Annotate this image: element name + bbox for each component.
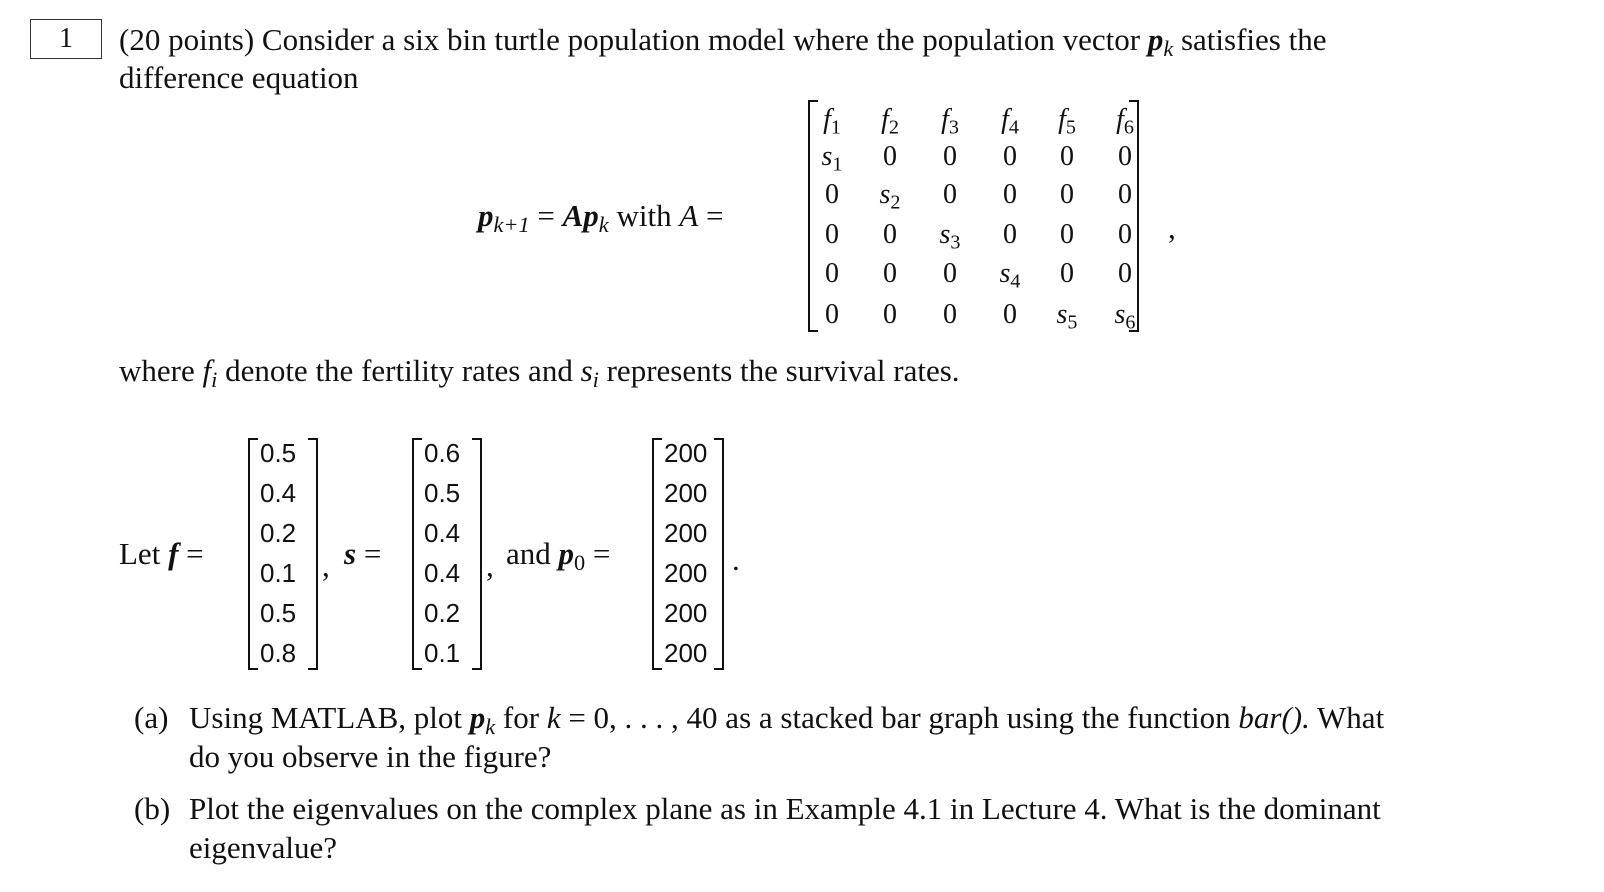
vector-p0-entry: 200: [664, 598, 708, 628]
part-b-label: (b): [134, 791, 171, 826]
comma-1: ,: [322, 548, 330, 583]
intro-vector-sub: k: [1163, 36, 1174, 62]
matrix-A-cell: 0: [943, 299, 957, 330]
vector-f-entry: 0.4: [260, 478, 297, 508]
matrix-A-cell: 0: [1003, 179, 1017, 210]
intro-text-end: satisfies the: [1180, 22, 1327, 57]
part-a-range: = 0, . . . , 40 as a stacked bar graph using the function: [568, 700, 1231, 735]
matrix-A-cell: 0: [883, 258, 897, 289]
part-a-func: bar().: [1238, 700, 1310, 735]
p0-sub: 0: [574, 550, 586, 576]
p0-label: p: [558, 536, 575, 571]
vector-p0-right-bracket: [714, 438, 724, 670]
problem-intro-line1: [119, 22, 1327, 62]
s-vector-label: s: [344, 536, 357, 571]
vector-f-entry: 0.1: [260, 558, 297, 588]
matrix-A-cell: 0: [825, 258, 839, 289]
part-a-sub: k: [485, 714, 496, 740]
problem-intro-line2: difference equation: [119, 60, 359, 95]
matrix-A-cell: 0: [1060, 258, 1074, 289]
matrix-A-cell: $f_5$: [1058, 104, 1076, 139]
problem-number-box: [30, 19, 102, 59]
eq-equals: =: [537, 198, 555, 233]
part-a-label: (a): [134, 700, 169, 735]
equation-comma: ,: [1168, 210, 1176, 245]
matrix-A-cell: 0: [1060, 219, 1074, 250]
vector-s-entry: 0.5: [424, 478, 461, 508]
vector-p0-left-bracket: [652, 438, 662, 670]
matrix-A-cell: 0: [1003, 219, 1017, 250]
matrix-A-cell: 0: [943, 258, 957, 289]
part-b-line1: Plot the eigenvalues on the complex plane as in Example 4.1 in Lecture 4. What is the dominant: [189, 791, 1381, 826]
s-vector-eq: s =: [344, 536, 382, 571]
matrix-A-cell: $s_3$: [939, 219, 961, 254]
where-f-sub: i: [211, 367, 218, 393]
vector-s-right-bracket: [472, 438, 482, 670]
where-part1: where: [119, 353, 195, 388]
vector-p0-entry: 200: [664, 638, 708, 668]
where-f: f: [202, 353, 212, 388]
matrix-A-cell: 0: [883, 219, 897, 250]
part-a-pre: Using MATLAB, plot: [189, 700, 462, 735]
eq-rhs-A: A: [562, 198, 584, 233]
matrix-A-cell: $f_2$: [881, 104, 899, 139]
vector-s-entry: 0.4: [424, 558, 461, 588]
matrix-A-cell: $s_2$: [879, 179, 901, 214]
part-a-end: What: [1317, 700, 1385, 735]
matrix-A-cell: 0: [825, 219, 839, 250]
comma-2: ,: [486, 548, 494, 583]
vector-f-entry: 0.8: [260, 638, 297, 668]
matrix-A-cell: 0: [1118, 179, 1132, 210]
matrix-A-cell: $s_1$: [821, 141, 843, 176]
part-a-line1: [189, 700, 1385, 740]
matrix-A-left-bracket: [808, 100, 818, 332]
matrix-A-cell: 0: [943, 141, 957, 172]
vector-p0-entry: 200: [664, 558, 708, 588]
matrix-A-cell: $f_1$: [823, 104, 841, 139]
matrix-A-cell: 0: [1060, 141, 1074, 172]
part-a-k: k: [546, 700, 561, 735]
where-text: [119, 353, 960, 393]
part-b-line2: eigenvalue?: [189, 830, 338, 865]
let-word: Let: [119, 536, 161, 571]
vector-p0-entry: 200: [664, 438, 708, 468]
eq-A-label: A: [679, 198, 699, 233]
eq-rhs-p: p: [583, 198, 599, 233]
vector-s-entry: 0.6: [424, 438, 461, 468]
f-vector-label: f: [168, 536, 179, 571]
part-a-mid: for: [502, 700, 540, 735]
eq-lhs-p: p: [478, 198, 494, 233]
matrix-A-cell: 0: [1003, 299, 1017, 330]
vector-s-entry: 0.1: [424, 638, 461, 668]
matrix-A-cell: 0: [883, 141, 897, 172]
and-word: and: [506, 536, 551, 571]
let-f-label: Let f =: [119, 536, 204, 571]
where-s-sub: i: [592, 367, 599, 393]
eq-rhs-sub: k: [598, 212, 609, 238]
matrix-A-cell: $f_3$: [941, 104, 959, 139]
matrix-A-cell: 0: [1118, 258, 1132, 289]
matrix-A-cell: 0: [883, 299, 897, 330]
matrix-A-cell: 0: [1118, 141, 1132, 172]
matrix-A-cell: $s_4$: [999, 258, 1021, 293]
vector-f-entry: 0.5: [260, 438, 297, 468]
eq-with: with: [616, 198, 672, 233]
vector-f-right-bracket: [308, 438, 318, 670]
matrix-A-cell: $f_4$: [1001, 104, 1019, 139]
matrix-A-cell: 0: [1118, 219, 1132, 250]
difference-equation: [478, 198, 724, 238]
vector-f-left-bracket: [248, 438, 258, 670]
vector-p0-entry: 200: [664, 478, 708, 508]
matrix-A-cell: $s_6$: [1114, 299, 1136, 334]
period: .: [732, 542, 740, 577]
vector-f-entry: 0.5: [260, 598, 297, 628]
where-s: s: [580, 353, 593, 388]
vector-s-entry: 0.2: [424, 598, 461, 628]
matrix-A-cell: 0: [943, 179, 957, 210]
matrix-A-cell: 0: [825, 299, 839, 330]
where-part2: denote the fertility rates and: [225, 353, 573, 388]
vector-s-left-bracket: [412, 438, 422, 670]
p0-vector-eq: and $p_0$ =: [506, 536, 611, 576]
part-a-line2: do you observe in the figure?: [189, 739, 552, 774]
vector-p0-entry: 200: [664, 518, 708, 548]
intro-text: (20 points) Consider a six bin turtle population model where the population vector: [119, 22, 1141, 57]
part-a-p: p: [469, 700, 486, 735]
eq-lhs-sub: k+1: [493, 212, 530, 238]
matrix-A-cell: 0: [825, 179, 839, 210]
intro-vector-p: p: [1147, 22, 1164, 57]
matrix-A-cell: $f_6$: [1116, 104, 1134, 139]
where-part3: represents the survival rates.: [606, 353, 960, 388]
matrix-A-cell: $s_5$: [1056, 299, 1078, 334]
vector-f-entry: 0.2: [260, 518, 297, 548]
eq-equals-2: =: [706, 198, 724, 233]
matrix-A-cell: 0: [1003, 141, 1017, 172]
matrix-A-cell: 0: [1060, 179, 1074, 210]
vector-s-entry: 0.4: [424, 518, 461, 548]
problem-number: 1: [59, 23, 73, 54]
